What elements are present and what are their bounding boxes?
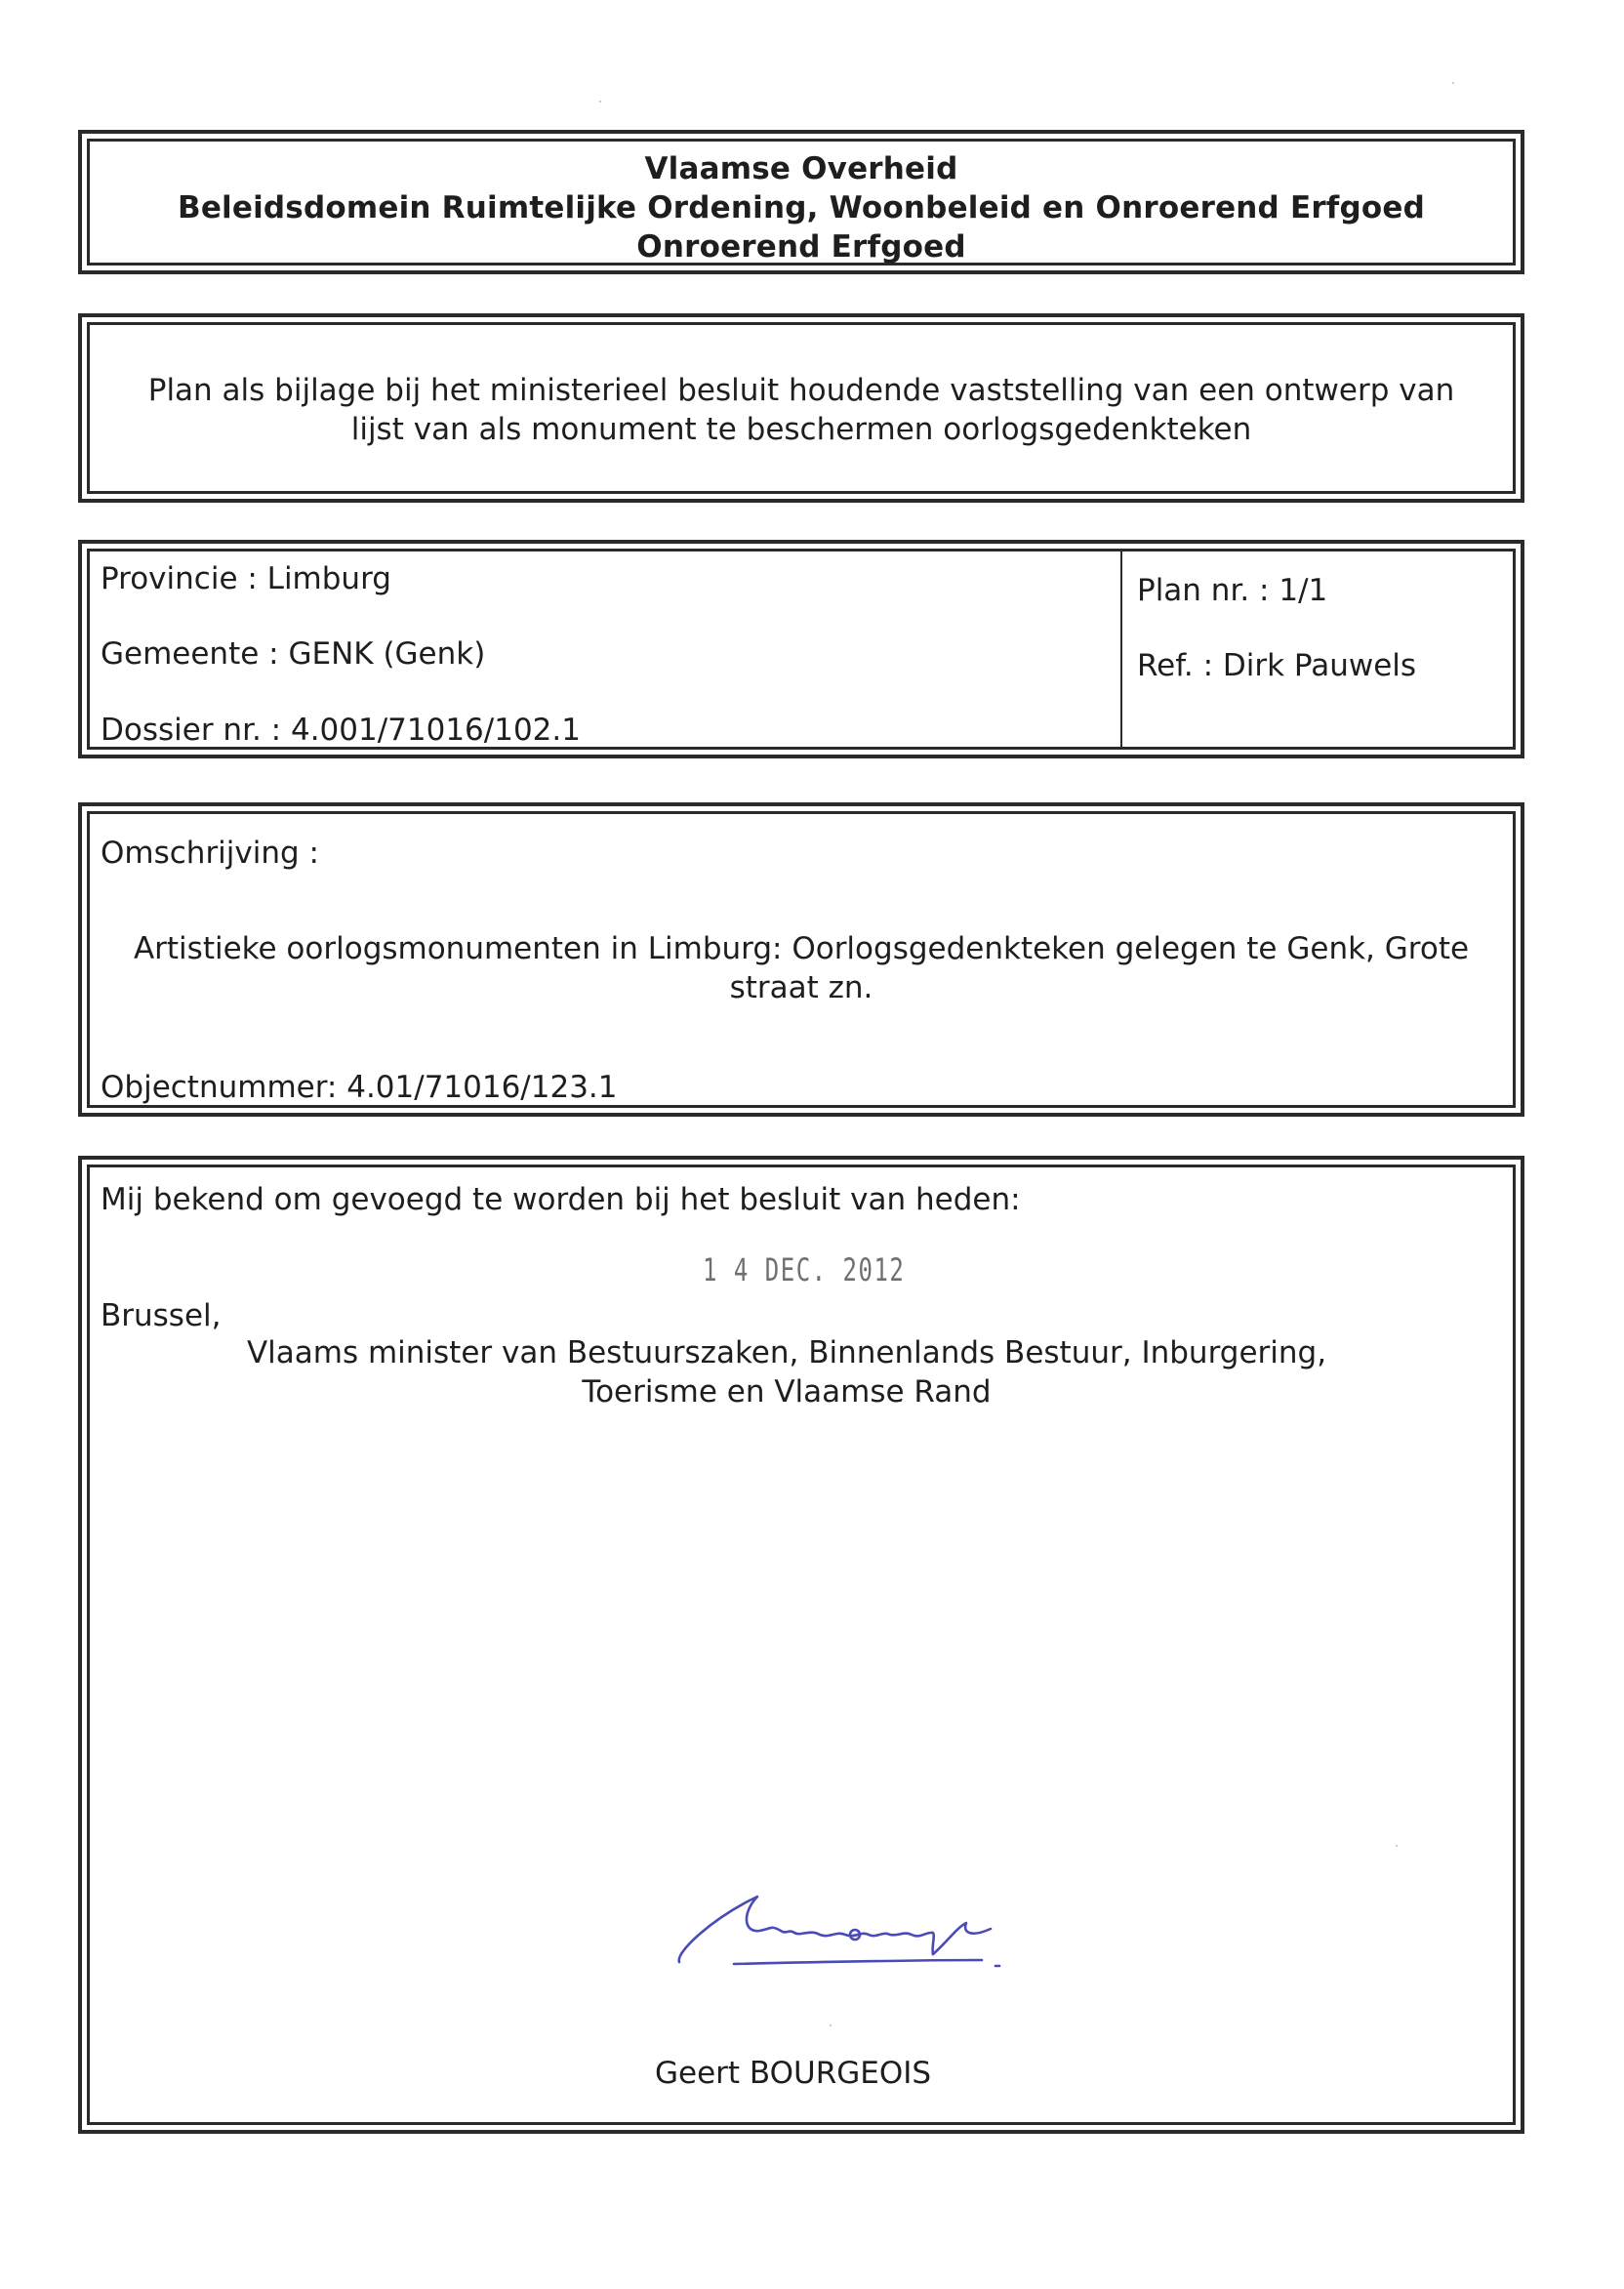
place: Brussel, (101, 1298, 222, 1333)
plan-title-line-2: lijst van als monument te beschermen oorlogsgedenkteken (350, 412, 1252, 447)
date-stamp: 1 4 DEC. 2012 (703, 1251, 906, 1288)
info-divider (1120, 552, 1122, 747)
header-line-2: Beleidsdomein Ruimtelijke Ordening, Woonbeleid en Onroerend Erfgoed (177, 190, 1425, 225)
description-line-1: Artistieke oorlogsmonumenten in Limburg: Oorlogsgedenkteken gelegen te Genk, Grote (133, 931, 1470, 966)
object-number: Objectnummer: 4.01/71016/123.1 (101, 1070, 618, 1105)
description-text (90, 929, 1513, 1007)
description-line-2: straat zn. (729, 970, 873, 1005)
document-header (90, 149, 1513, 266)
header-line-3: Onroerend Erfgoed (636, 229, 966, 265)
plan-number: Plan nr. : 1/1 (1137, 573, 1328, 608)
description-box (78, 802, 1524, 1117)
plan-title (90, 371, 1513, 449)
header-box (78, 130, 1524, 274)
handwritten-signature (673, 1894, 1181, 2011)
plan-title-box (78, 313, 1524, 503)
scan-speck (1452, 82, 1454, 84)
provincie: Provincie : Limburg (101, 561, 391, 596)
signatory-name: Geert BOURGEOIS (655, 2056, 932, 2091)
plan-title-line-1: Plan als bijlage bij het ministerieel besluit houdende vaststelling van een ontwerp van (147, 373, 1455, 408)
scan-speck (599, 101, 601, 102)
minister-title-line-1: Vlaams minister van Bestuurszaken, Binnenlands Bestuur, Inburgering, (246, 1335, 1327, 1370)
reference: Ref. : Dirk Pauwels (1137, 648, 1417, 683)
description-label: Omschrijving : (101, 836, 319, 871)
scan-speck (830, 2024, 832, 2026)
info-box (78, 540, 1524, 758)
header-line-1: Vlaamse Overheid (644, 151, 958, 186)
minister-title (90, 1333, 1483, 1411)
minister-title-line-2: Toerisme en Vlaamse Rand (582, 1374, 992, 1410)
scan-speck (1396, 1845, 1398, 1847)
statement: Mij bekend om gevoegd te worden bij het besluit van heden: (101, 1182, 1021, 1217)
dossier-number: Dossier nr. : 4.001/71016/102.1 (101, 713, 581, 748)
gemeente: Gemeente : GENK (Genk) (101, 636, 486, 672)
